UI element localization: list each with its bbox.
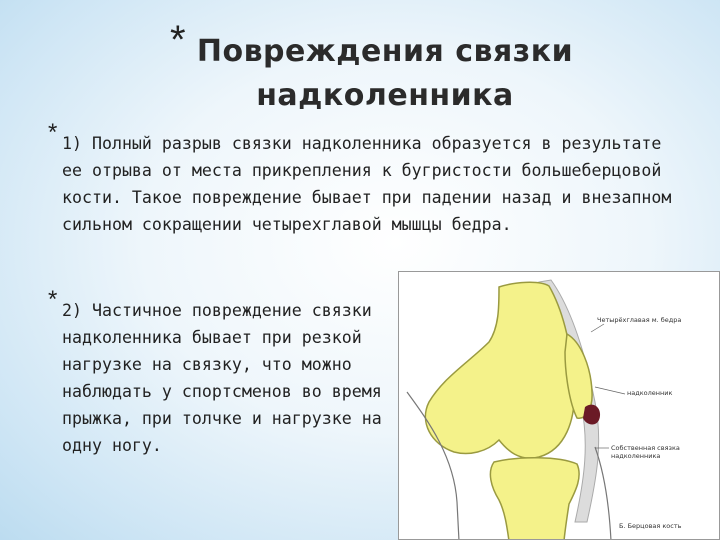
label-ligament-line-2: надколенника: [611, 452, 661, 460]
paragraph-full-rupture: [48, 119, 682, 238]
ligament-injury: [583, 405, 600, 425]
paragraph-bullet-star: *: [48, 119, 58, 146]
paragraph-partial-injury: [48, 286, 382, 459]
label-patella: надколенник: [627, 389, 673, 397]
paragraph-text: 1) Полный разрыв связки надколенника образуется в результате ее отрыва от места прикрепления к бугристости большеберцовой кости. Такое повреждение бывает при падении назад и внезапном сильном сокращении четырехглавой мышцы бедра.: [62, 134, 672, 234]
label-quadriceps: Четырёхглавая м. бедра: [597, 316, 682, 324]
tibia-bone: [490, 458, 579, 540]
paragraph-text: 2) Частичное повреждение связки надколенника бывает при резкой нагрузке на связку, что можно наблюдать у спортсменов во время прыжка, при толчке и нагрузке на одну ногу.: [62, 301, 382, 455]
label-tibia: Б. Берцовая кость: [619, 522, 682, 530]
femur-bone: [425, 282, 574, 458]
label-leader-quadriceps: [591, 324, 604, 332]
label-ligament-line-1: Собственная связка: [611, 444, 680, 452]
knee-anatomy-illustration: [398, 271, 720, 540]
paragraph-bullet-star: *: [48, 286, 58, 313]
page-title-line-1: Повреждения связки: [196, 34, 574, 69]
page-title: [170, 30, 600, 118]
page-title-line-2: надколенника: [256, 78, 514, 113]
label-ligament: [611, 444, 680, 460]
knee-diagram: [399, 272, 720, 540]
title-bullet-star: *: [170, 18, 186, 62]
label-leader-patella: [595, 387, 625, 394]
